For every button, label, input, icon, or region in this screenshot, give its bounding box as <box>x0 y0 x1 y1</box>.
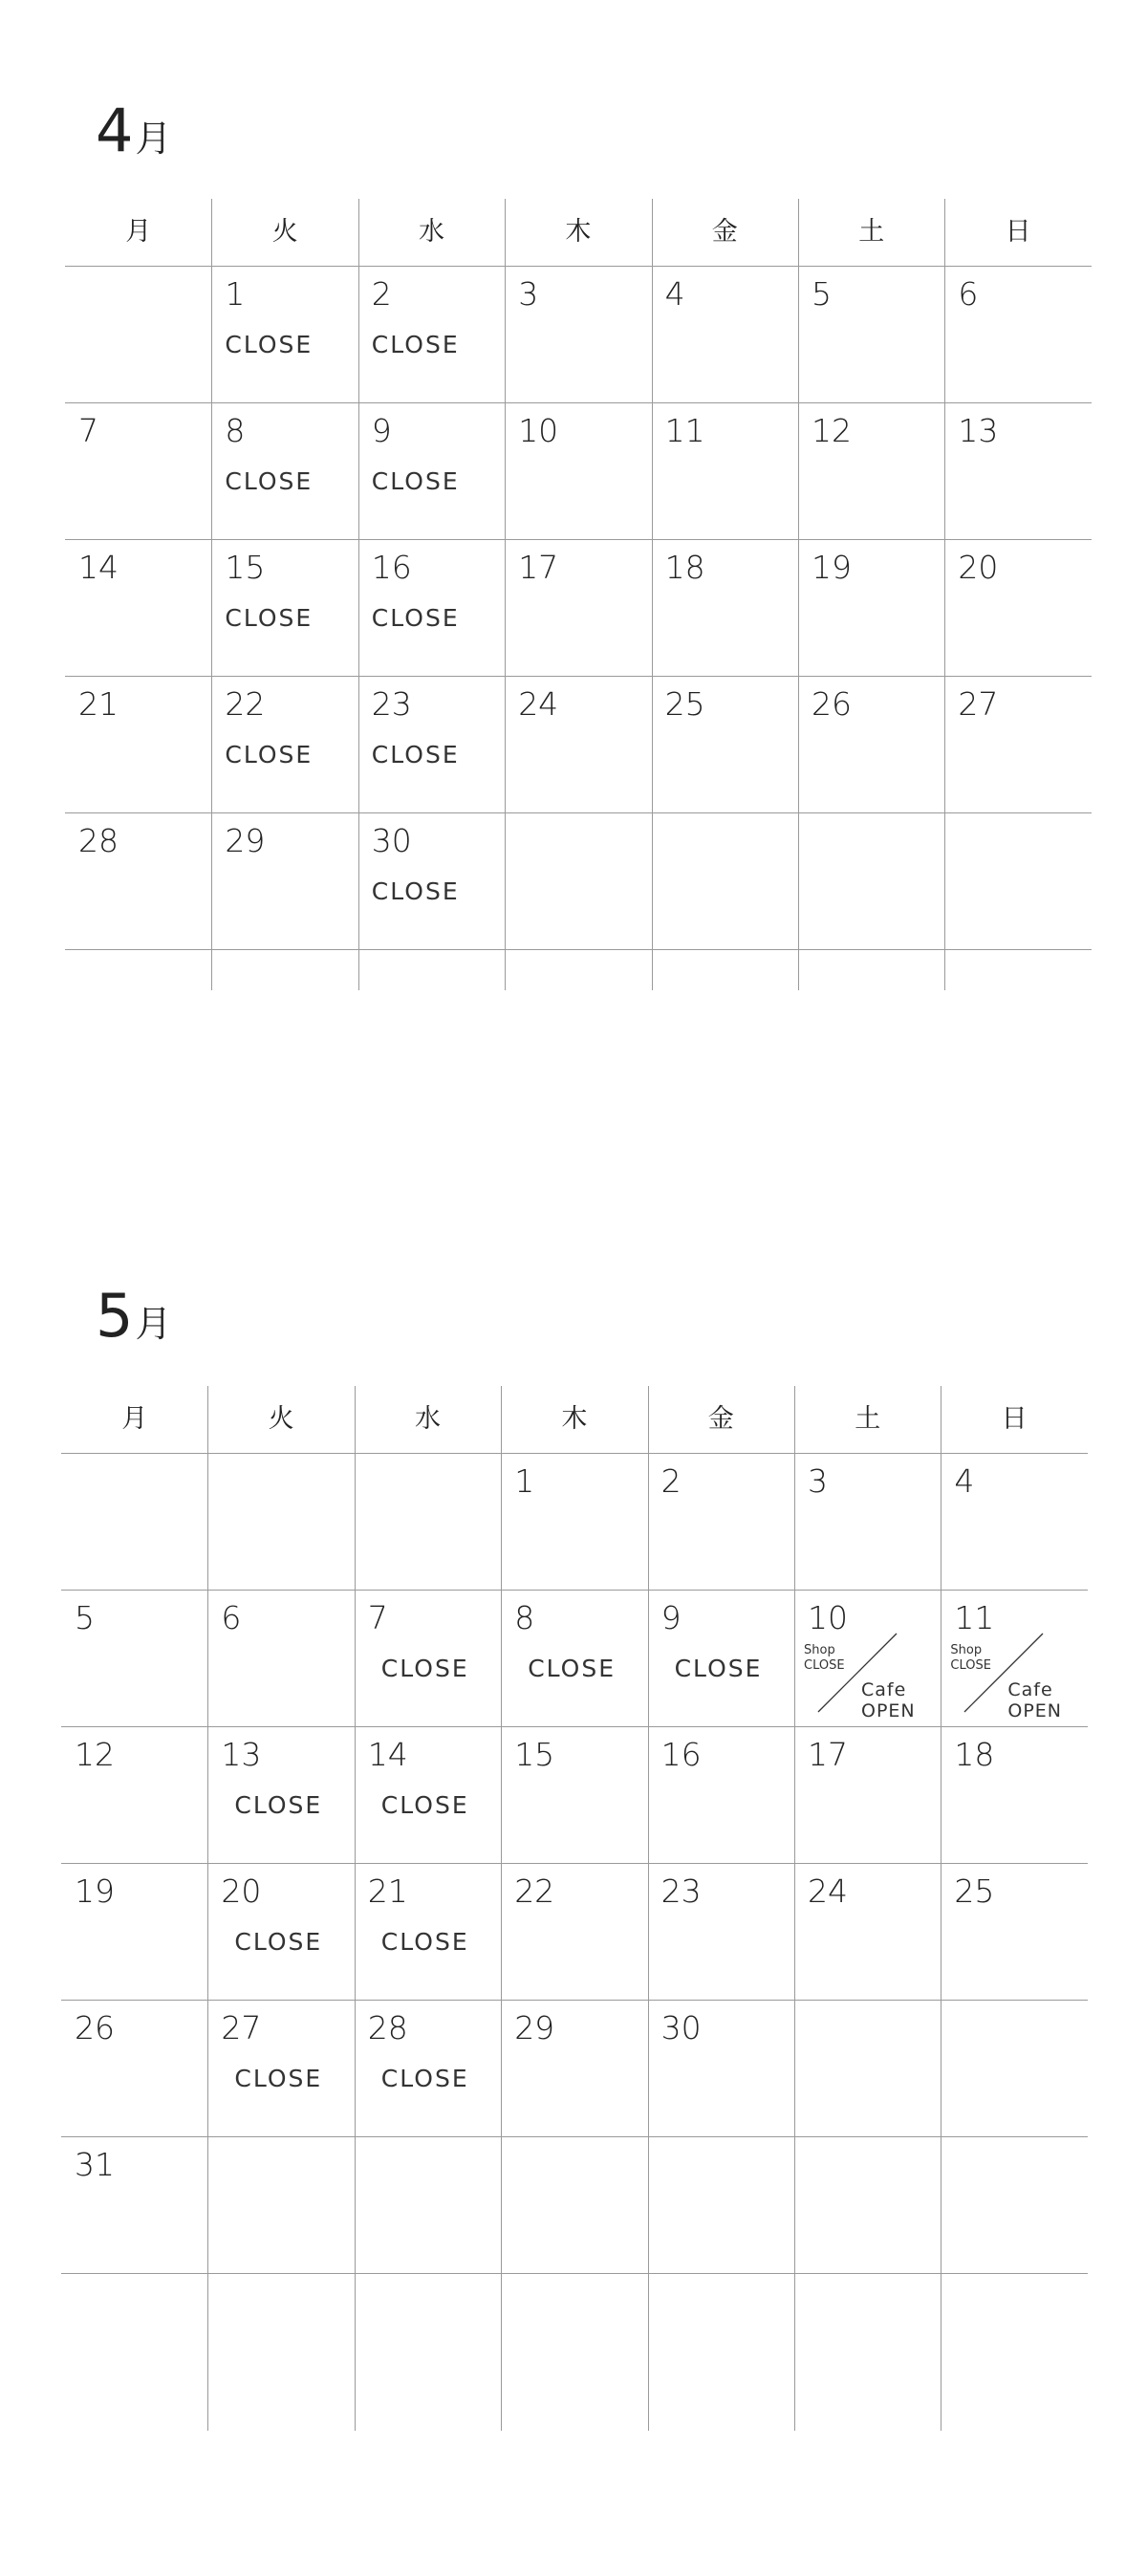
day-number: 22 <box>514 1872 555 1910</box>
day-cell <box>652 266 798 402</box>
weekday-header: 月 <box>125 217 152 247</box>
day-number: 1 <box>225 275 246 313</box>
day-number: 12 <box>75 1736 115 1773</box>
day-cell <box>207 1453 354 1590</box>
day-cell <box>794 2000 941 2136</box>
day-cell <box>944 402 1091 539</box>
day-cell <box>501 1863 647 2000</box>
day-number: 5 <box>75 1599 95 1636</box>
day-number: 3 <box>518 275 539 313</box>
day-cell <box>61 1453 207 1590</box>
day-number: 21 <box>78 685 119 723</box>
day-cell <box>944 676 1091 812</box>
day-number: 30 <box>660 2009 702 2046</box>
closed-label: CLOSE <box>225 331 314 358</box>
day-cell <box>211 812 357 949</box>
day-cell <box>61 1590 207 1726</box>
month-title <box>96 96 171 165</box>
day-number: 23 <box>660 1872 702 1910</box>
day-cell <box>211 402 357 539</box>
day-cell <box>501 1590 647 1726</box>
weekday-header: 金 <box>711 217 738 247</box>
day-cell <box>65 539 211 676</box>
day-number: 9 <box>660 1599 682 1636</box>
day-number: 12 <box>812 412 852 449</box>
day-cell <box>505 676 651 812</box>
day-number: 11 <box>954 1599 995 1636</box>
day-cell <box>211 676 357 812</box>
weekday-header: 月 <box>121 1404 148 1434</box>
day-cell <box>355 1726 501 1863</box>
weekday-header: 日 <box>1005 217 1031 247</box>
day-cell <box>61 1863 207 2000</box>
day-cell <box>65 676 211 812</box>
day-number: 13 <box>958 412 999 449</box>
month-unit: 月 <box>135 118 172 160</box>
day-cell <box>65 402 211 539</box>
day-number: 4 <box>954 1462 975 1500</box>
closed-label: CLOSE <box>371 331 460 358</box>
day-cell <box>944 266 1091 402</box>
day-number: 15 <box>225 549 266 586</box>
day-cell <box>358 539 505 676</box>
shop-status: Shop CLOSE <box>950 1643 991 1673</box>
day-cell <box>501 2136 647 2273</box>
day-cell <box>941 2136 1087 2273</box>
day-cell <box>648 2000 794 2136</box>
row-divider <box>61 2273 1088 2274</box>
day-number: 2 <box>660 1462 682 1500</box>
day-number: 31 <box>75 2146 115 2183</box>
closed-label: CLOSE <box>225 741 314 768</box>
closed-label: CLOSE <box>674 1655 763 1682</box>
day-number: 20 <box>958 549 999 586</box>
day-number: 8 <box>514 1599 535 1636</box>
day-cell <box>794 1453 941 1590</box>
day-cell <box>648 1726 794 1863</box>
day-number: 24 <box>518 685 559 723</box>
shop-status: Shop CLOSE <box>804 1643 845 1673</box>
day-cell <box>207 2000 354 2136</box>
day-cell <box>358 812 505 949</box>
day-cell <box>61 2000 207 2136</box>
day-cell <box>648 1590 794 1726</box>
weekday-header: 火 <box>271 217 298 247</box>
day-cell <box>355 2136 501 2273</box>
day-number: 3 <box>808 1462 828 1500</box>
day-cell <box>648 1863 794 2000</box>
day-cell <box>505 402 651 539</box>
day-cell <box>505 812 651 949</box>
weekday-header: 金 <box>707 1404 734 1434</box>
day-number: 18 <box>954 1736 995 1773</box>
closed-label: CLOSE <box>380 2065 469 2092</box>
day-cell <box>794 1590 941 1726</box>
day-number: 2 <box>371 275 392 313</box>
day-cell <box>355 1590 501 1726</box>
row-divider <box>65 949 1092 950</box>
day-number: 23 <box>371 685 412 723</box>
closed-label: CLOSE <box>371 741 460 768</box>
day-cell <box>798 812 944 949</box>
day-cell <box>648 1453 794 1590</box>
day-number: 30 <box>371 822 412 859</box>
month-title <box>96 1281 171 1351</box>
day-cell <box>652 402 798 539</box>
day-cell <box>501 1453 647 1590</box>
cafe-status: Cafe OPEN <box>861 1679 916 1721</box>
day-cell <box>358 676 505 812</box>
closed-label: CLOSE <box>234 2065 323 2092</box>
day-cell <box>211 266 357 402</box>
weekday-header: 土 <box>858 217 885 247</box>
day-number: 22 <box>225 685 266 723</box>
day-cell <box>505 539 651 676</box>
day-number: 25 <box>664 685 705 723</box>
day-number: 27 <box>221 2009 262 2046</box>
day-cell <box>65 266 211 402</box>
day-number: 9 <box>371 412 392 449</box>
day-cell <box>798 676 944 812</box>
day-cell <box>207 2136 354 2273</box>
weekday-header: 火 <box>268 1404 294 1434</box>
month-unit: 月 <box>135 1303 172 1345</box>
closed-label: CLOSE <box>225 467 314 495</box>
day-number: 6 <box>221 1599 242 1636</box>
weekday-header: 日 <box>1001 1404 1028 1434</box>
day-cell <box>798 539 944 676</box>
day-number: 16 <box>660 1736 702 1773</box>
day-number: 24 <box>808 1872 848 1910</box>
day-cell <box>941 1453 1087 1590</box>
weekday-header: 水 <box>414 1404 441 1434</box>
day-cell <box>798 402 944 539</box>
day-cell <box>207 1863 354 2000</box>
day-cell <box>944 812 1091 949</box>
closed-label: CLOSE <box>371 604 460 632</box>
day-number: 28 <box>367 2009 408 2046</box>
day-cell <box>501 2000 647 2136</box>
day-number: 18 <box>664 549 705 586</box>
day-cell <box>61 2136 207 2273</box>
day-cell <box>355 1863 501 2000</box>
day-number: 26 <box>812 685 852 723</box>
day-number: 11 <box>664 412 705 449</box>
day-number: 17 <box>808 1736 848 1773</box>
day-number: 26 <box>75 2009 115 2046</box>
day-number: 7 <box>367 1599 388 1636</box>
day-cell <box>355 1453 501 1590</box>
day-number: 10 <box>808 1599 848 1636</box>
day-number: 27 <box>958 685 999 723</box>
day-cell <box>207 1726 354 1863</box>
cafe-status: Cafe OPEN <box>1007 1679 1063 1721</box>
split-status <box>941 1590 1084 1726</box>
weekday-header: 土 <box>855 1404 881 1434</box>
closed-label: CLOSE <box>225 604 314 632</box>
closed-label: CLOSE <box>234 1928 323 1956</box>
day-number: 20 <box>221 1872 262 1910</box>
day-cell <box>355 2000 501 2136</box>
day-number: 7 <box>78 412 98 449</box>
closed-label: CLOSE <box>234 1791 323 1819</box>
day-number: 8 <box>225 412 246 449</box>
day-cell <box>944 539 1091 676</box>
day-number: 13 <box>221 1736 262 1773</box>
day-cell <box>211 539 357 676</box>
day-number: 19 <box>812 549 852 586</box>
day-cell <box>652 812 798 949</box>
weekday-header: 木 <box>561 1404 588 1434</box>
day-number: 21 <box>367 1872 408 1910</box>
month-number: 5 <box>96 1281 134 1351</box>
day-number: 14 <box>78 549 119 586</box>
day-cell <box>648 2136 794 2273</box>
day-number: 17 <box>518 549 559 586</box>
day-cell <box>794 1863 941 2000</box>
day-cell <box>207 1590 354 1726</box>
day-cell <box>358 266 505 402</box>
day-cell <box>505 266 651 402</box>
day-number: 29 <box>225 822 266 859</box>
day-cell <box>61 1726 207 1863</box>
day-cell <box>941 2000 1087 2136</box>
day-cell <box>358 402 505 539</box>
month-number: 4 <box>96 96 134 165</box>
day-cell <box>941 1726 1087 1863</box>
day-cell <box>794 1726 941 1863</box>
closed-label: CLOSE <box>371 467 460 495</box>
day-number: 14 <box>367 1736 408 1773</box>
closed-label: CLOSE <box>380 1791 469 1819</box>
day-cell <box>65 812 211 949</box>
day-number: 15 <box>514 1736 555 1773</box>
weekday-header: 木 <box>565 217 592 247</box>
day-number: 4 <box>664 275 685 313</box>
closed-label: CLOSE <box>380 1928 469 1956</box>
closed-label: CLOSE <box>371 877 460 905</box>
day-number: 28 <box>78 822 119 859</box>
weekday-header: 水 <box>418 217 444 247</box>
day-number: 1 <box>514 1462 535 1500</box>
day-number: 5 <box>812 275 832 313</box>
split-status <box>794 1590 938 1726</box>
day-number: 10 <box>518 412 559 449</box>
day-cell <box>941 1863 1087 2000</box>
day-number: 16 <box>371 549 412 586</box>
day-number: 25 <box>954 1872 995 1910</box>
closed-label: CLOSE <box>380 1655 469 1682</box>
day-cell <box>794 2136 941 2273</box>
day-cell <box>652 539 798 676</box>
day-cell <box>501 1726 647 1863</box>
day-cell <box>941 1590 1087 1726</box>
closed-label: CLOSE <box>528 1655 617 1682</box>
day-cell <box>652 676 798 812</box>
day-number: 19 <box>75 1872 115 1910</box>
day-cell <box>798 266 944 402</box>
day-number: 6 <box>958 275 979 313</box>
day-number: 29 <box>514 2009 555 2046</box>
